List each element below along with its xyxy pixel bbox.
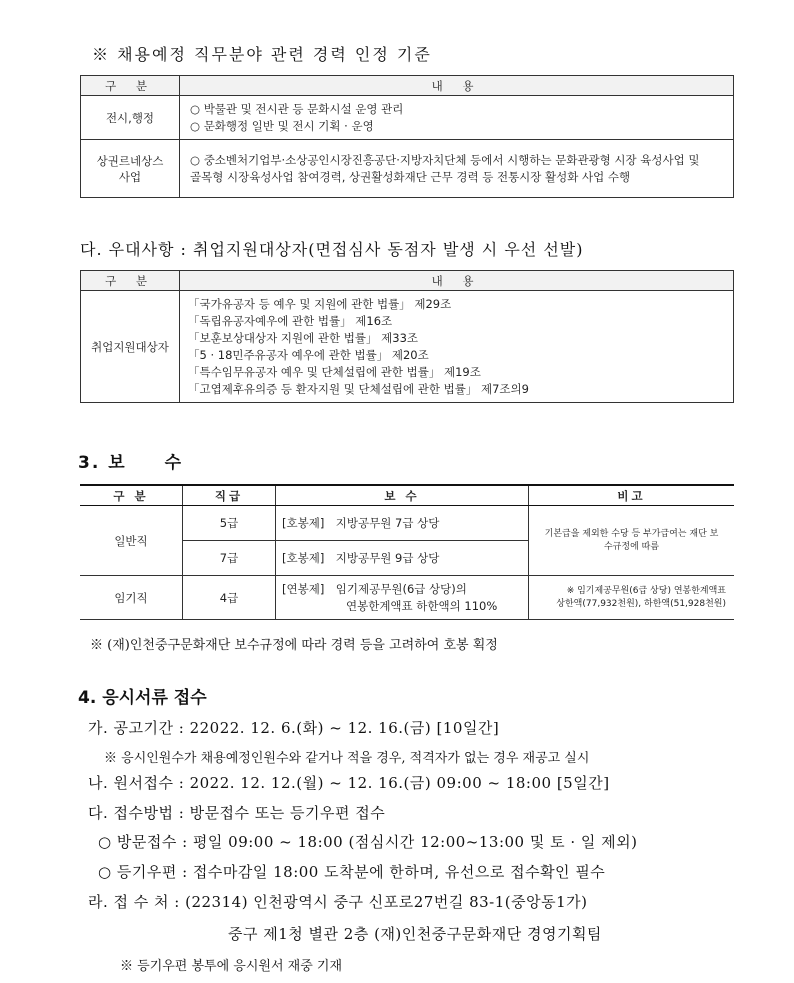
- pay-value: [호봉제] 지방공무원 7급 상당: [276, 506, 529, 541]
- table-row: [81, 140, 734, 198]
- table-header: 구 분: [81, 76, 180, 96]
- list-item: ○ 문화행정 일반 및 전시 기획 · 운영: [190, 118, 374, 133]
- table-header: 구 분: [80, 485, 183, 506]
- table-header: 구 분: [81, 271, 180, 291]
- pay-value: [호봉제] 지방공무원 9급 상당: [276, 541, 529, 576]
- law-item: 「국가유공자 등 예우 및 지원에 관한 법률」 제29조: [188, 296, 452, 311]
- receipt-address-detail: 중구 제1청 별관 2층 (재)인천중구문화재단 경영기획팀: [228, 925, 602, 943]
- row-category: 취업지원대상자: [81, 291, 180, 403]
- list-item: ○ 박물관 및 전시관 등 문화시설 운영 관리: [190, 101, 404, 116]
- mail-receipt: ○ 등기우편 : 접수마감일 18:00 도착분에 한하며, 유선으로 접수확인 필수: [98, 863, 606, 881]
- table-row: [81, 291, 734, 403]
- grade: 4급: [183, 576, 276, 620]
- row-category: 전시,행정: [81, 96, 180, 140]
- law-item: 「5 · 18민주유공자 예우에 관한 법률」 제20조: [188, 347, 429, 362]
- pay-table: [80, 484, 734, 620]
- preference-table: [80, 270, 734, 403]
- visit-receipt: ○ 방문접수 : 평일 09:00 ~ 18:00 (점심시간 12:00~13:00 및 토 · 일 제외): [98, 833, 638, 851]
- docs-section-heading: 4. 응시서류 접수: [78, 688, 207, 708]
- receipt-address: 라. 접 수 처 : (22314) 인천광역시 중구 신포로27번길 83-1(중앙동1가): [88, 893, 588, 911]
- grade: 7급: [183, 541, 276, 576]
- law-item: 「고엽제후유의증 등 환자지원 및 단체설립에 관한 법률」 제7조의9: [188, 381, 529, 396]
- posting-note: ※ 응시인원수가 채용예정인원수와 같거나 적을 경우, 적격자가 없는 경우 재공고 실시: [104, 751, 590, 766]
- table-row: [80, 576, 734, 620]
- law-item: 「보훈보상대상자 지원에 관한 법률」 제33조: [188, 330, 418, 345]
- table-header: 보 수: [276, 485, 529, 506]
- grade: 5급: [183, 506, 276, 541]
- table-row: [81, 96, 734, 140]
- career-criteria-table: [80, 75, 734, 198]
- table-header: 직급: [183, 485, 276, 506]
- row-category: 상권르네상스 사업: [81, 140, 180, 198]
- mail-envelope-note: ※ 등기우편 봉투에 응시원서 재중 기재: [120, 959, 343, 974]
- law-item: 「특수임무유공자 예우 및 단체설립에 관한 법률」 제19조: [188, 364, 481, 379]
- list-item: ○ 중소벤처기업부·소상공인시장진흥공단·지방자치단체 등에서 시행하는 문화관광형 시장 육성사업 및 골목형 시장육성사업 참여경력, 상권활성화재단 근무 경력 등 전통시장 활성화 사업 수행: [190, 152, 700, 184]
- law-item: 「독립유공자예우에 관한 법률」 제16조: [188, 313, 393, 328]
- table-header: 내 용: [180, 76, 734, 96]
- pay-footnote: ※ (재)인천중구문화재단 보수규정에 따라 경력 등을 고려하여 호봉 획정: [90, 638, 498, 653]
- pay-note: 상한액(77,932천원), 하한액(51,928천원): [556, 598, 726, 609]
- posting-period: 가. 공고기간 : 22022. 12. 6.(화) ~ 12. 16.(금) [10일간]: [88, 719, 500, 737]
- table-header: 내 용: [180, 271, 734, 291]
- application-method: 다. 접수방법 : 방문접수 또는 등기우편 접수: [88, 804, 386, 822]
- table-row: [80, 506, 734, 541]
- table-header: 비고: [529, 485, 735, 506]
- job-type: 임기직: [80, 576, 183, 620]
- career-criteria-title: ※ 채용예정 직무분야 관련 경력 인정 기준: [92, 45, 432, 64]
- preference-title: 다. 우대사항 : 취업지원대상자(면접심사 동점자 발생 시 우선 선발): [80, 240, 584, 259]
- pay-note: 기본급을 제외한 수당 등 부가급여는 재단 보수규정에 따름: [529, 506, 735, 576]
- application-period: 나. 원서접수 : 2022. 12. 12.(월) ~ 12. 16.(금) 09:00 ~ 18:00 [5일간]: [88, 774, 610, 792]
- pay-note: ※ 임기제공무원(6급 상당) 연봉한계액표: [566, 585, 726, 596]
- job-type: 일반직: [80, 506, 183, 576]
- pay-section-heading: 3. 보 수: [78, 453, 184, 473]
- pay-value: 연봉한계액표 하한액의 110%: [346, 598, 498, 613]
- pay-value: [연봉제] 임기제공무원(6급 상당)의: [282, 581, 467, 596]
